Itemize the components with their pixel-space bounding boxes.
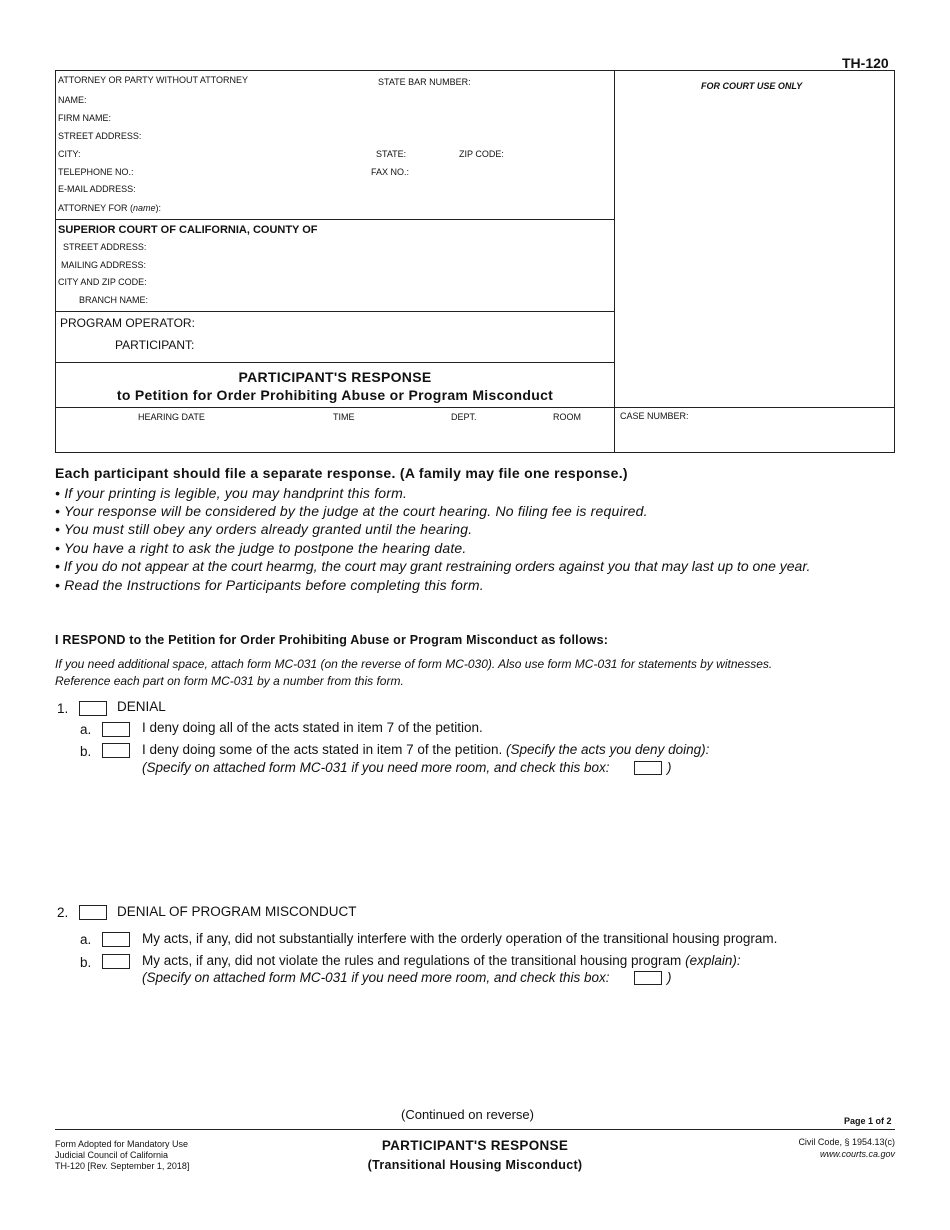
divider-court-parties <box>55 311 615 312</box>
name-label: NAME: <box>58 95 87 105</box>
item2b-letter: b. <box>80 955 92 970</box>
no-interference-checkbox[interactable] <box>102 932 130 947</box>
attorney-label: ATTORNEY OR PARTY WITHOUT ATTORNEY <box>58 75 249 85</box>
caption-right-box <box>614 70 895 453</box>
respond-note-line2: Reference each part on form MC-031 by a number from this form. <box>55 674 404 688</box>
form-number: TH-120 <box>842 55 889 71</box>
footer-rule <box>55 1129 895 1130</box>
item1a-letter: a. <box>80 722 92 737</box>
time-label: TIME <box>333 412 355 422</box>
no-rule-violation-checkbox[interactable] <box>102 954 130 969</box>
form-title-line2: to Petition for Order Prohibiting Abuse or Program Misconduct <box>116 387 554 403</box>
instructions-heading: Each participant should file a separate response. (A family may file one response.) <box>55 465 628 481</box>
deny-some-acts-text: I deny doing some of the acts stated in item 7 of the petition. (Specify the acts you deny doing): <box>142 742 710 757</box>
court-title: SUPERIOR COURT OF CALIFORNIA, COUNTY OF <box>58 224 318 236</box>
denial-program-misconduct-label: DENIAL OF PROGRAM MISCONDUCT <box>117 904 357 919</box>
firm-name-label: FIRM NAME: <box>58 113 111 123</box>
divider-title-hearing <box>55 407 895 408</box>
item2-number: 2. <box>57 905 69 920</box>
footer-title-line2: (Transitional Housing Misconduct) <box>367 1158 583 1172</box>
item1-number: 1. <box>57 701 69 716</box>
state-label: STATE: <box>376 149 407 159</box>
instruction-bullet: • Read the Instructions for Participants before completing this form. <box>55 577 484 593</box>
respond-note-line1: If you need additional space, attach form MC-031 (on the reverse of form MC-030). Also use form MC-031 for statements by witnesses. <box>55 657 773 671</box>
court-city-zip-label: CITY AND ZIP CODE: <box>58 277 147 287</box>
court-mailing-label: MAILING ADDRESS: <box>61 260 147 270</box>
courts-website[interactable]: www.courts.ca.gov <box>819 1149 895 1159</box>
court-branch-label: BRANCH NAME: <box>79 295 149 305</box>
instruction-bullet: • If you do not appear at the court hearmg, the court may grant restraining orders against you that may last up to one year. <box>55 558 811 574</box>
adopted-line2: Judicial Council of California <box>55 1150 169 1160</box>
item2a-letter: a. <box>80 932 92 947</box>
instruction-bullet: • Your response will be considered by the judge at the court hearing. No filing fee is required. <box>55 503 648 519</box>
deny-some-acts-checkbox[interactable] <box>102 743 130 758</box>
attorney-for-label: ATTORNEY FOR (name): <box>58 203 162 213</box>
participant-label: PARTICIPANT: <box>115 338 195 352</box>
footer-title-line1: PARTICIPANT'S RESPONSE <box>381 1138 569 1153</box>
no-interference-text: My acts, if any, did not substantially interfere with the orderly operation of the transitional housing program. <box>142 931 778 946</box>
email-label: E-MAIL ADDRESS: <box>58 184 136 194</box>
zip-code-label: ZIP CODE: <box>459 149 504 159</box>
deny-some-attach-close: ) <box>667 760 672 775</box>
program-operator-label: PROGRAM OPERATOR: <box>60 316 195 330</box>
no-rule-violation-attach-note: (Specify on attached form MC-031 if you need more room, and check this box: <box>142 970 610 985</box>
hearing-date-label: HEARING DATE <box>138 412 205 422</box>
adopted-line3: TH-120 [Rev. September 1, 2018] <box>55 1161 190 1171</box>
instruction-bullet: • If your printing is legible, you may handprint this form. <box>55 485 408 501</box>
state-bar-label: STATE BAR NUMBER: <box>378 77 471 87</box>
court-street-label: STREET ADDRESS: <box>63 242 147 252</box>
denial-label: DENIAL <box>117 699 166 714</box>
respond-heading: I RESPOND to the Petition for Order Prohibiting Abuse or Program Misconduct as follows: <box>55 633 609 647</box>
room-label: ROOM <box>553 412 581 422</box>
city-label: CITY: <box>58 149 81 159</box>
case-number-label: CASE NUMBER: <box>620 411 689 421</box>
deny-all-acts-checkbox[interactable] <box>102 722 130 737</box>
telephone-label: TELEPHONE NO.: <box>58 167 134 177</box>
continued-note: (Continued on reverse) <box>401 1107 534 1122</box>
dept-label: DEPT. <box>451 412 477 422</box>
no-rule-violation-attach-checkbox[interactable] <box>634 971 662 985</box>
page-number: Page 1 of 2 <box>844 1116 892 1126</box>
no-rule-violation-attach-close: ) <box>667 970 672 985</box>
denial-checkbox[interactable] <box>79 701 107 716</box>
court-use-label: FOR COURT USE ONLY <box>701 81 803 91</box>
divider-attorney-court <box>55 219 615 220</box>
deny-some-attach-checkbox[interactable] <box>634 761 662 775</box>
item1b-letter: b. <box>80 744 92 759</box>
adopted-line1: Form Adopted for Mandatory Use <box>55 1139 189 1149</box>
divider-parties-title <box>55 362 615 363</box>
fax-label: FAX NO.: <box>371 167 410 177</box>
civil-code: Civil Code, § 1954.13(c) <box>798 1137 895 1147</box>
deny-some-attach-note: (Specify on attached form MC-031 if you need more room, and check this box: <box>142 760 610 775</box>
no-rule-violation-text: My acts, if any, did not violate the rules and regulations of the transitional housing program (explain): <box>142 953 741 968</box>
denial-program-misconduct-checkbox[interactable] <box>79 905 107 920</box>
form-title-line1: PARTICIPANT'S RESPONSE <box>238 369 432 385</box>
deny-all-acts-text: I deny doing all of the acts stated in item 7 of the petition. <box>142 720 483 735</box>
street-address-label: STREET ADDRESS: <box>58 131 142 141</box>
instruction-bullet: • You must still obey any orders already granted until the hearing. <box>55 521 473 537</box>
instruction-bullet: • You have a right to ask the judge to postpone the hearing date. <box>55 540 467 556</box>
